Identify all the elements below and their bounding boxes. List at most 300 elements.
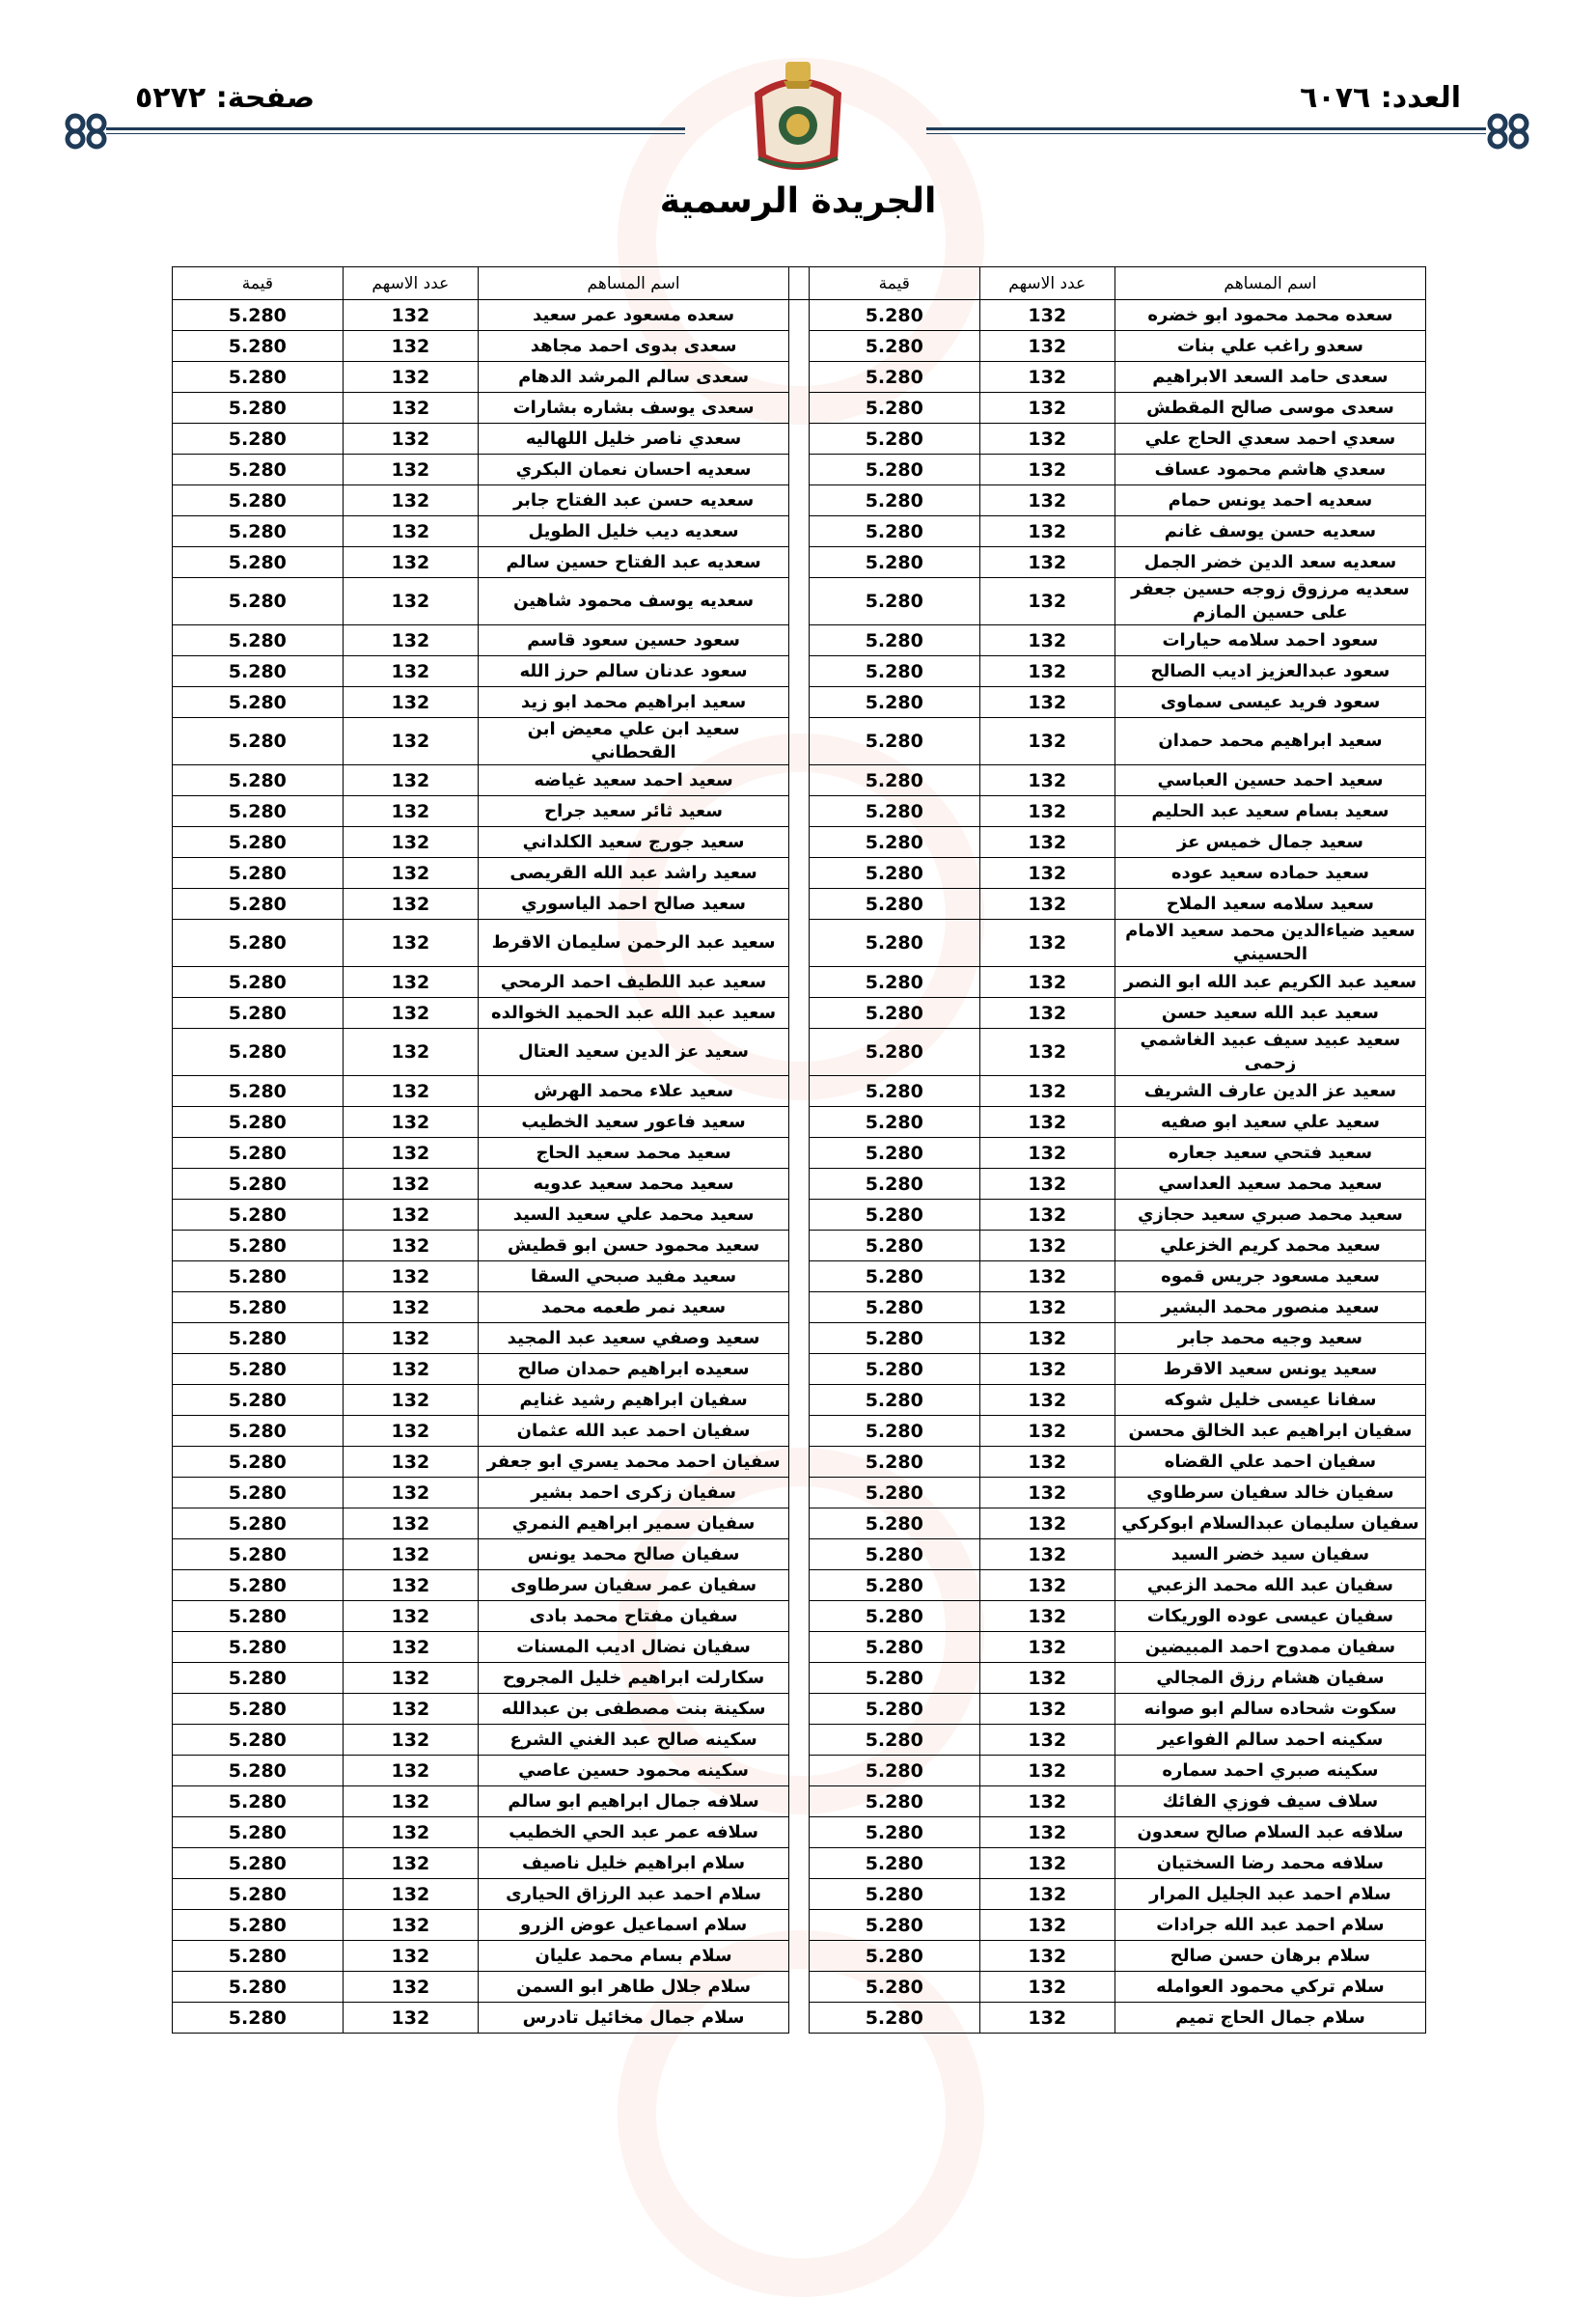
share-value-cell: 5.280 xyxy=(173,1231,344,1261)
share-value-cell: 5.280 xyxy=(173,1076,344,1107)
shareholder-name-cell: سعديه حسن يوسف غانم xyxy=(1114,516,1425,547)
shareholder-name-cell: سعيد وصفي سعيد عبد المجيد xyxy=(479,1323,789,1354)
share-value-cell: 5.280 xyxy=(809,1694,979,1725)
shareholder-name-cell: سفيان سليمان عبدالسلام ابوكركي xyxy=(1114,1508,1425,1539)
table-row xyxy=(173,1200,1426,1231)
shares-count-cell: 132 xyxy=(979,796,1114,827)
table-row xyxy=(173,718,1426,765)
column-gap xyxy=(789,1323,810,1354)
shares-count-cell: 132 xyxy=(343,1786,478,1817)
share-value-cell: 5.280 xyxy=(809,1029,979,1076)
share-value-cell: 5.280 xyxy=(173,656,344,687)
column-gap xyxy=(789,362,810,393)
table-row xyxy=(173,1508,1426,1539)
column-gap xyxy=(789,765,810,796)
shareholder-name-cell: سفيان ابراهيم عبد الخالق محسن xyxy=(1114,1416,1425,1447)
share-value-cell: 5.280 xyxy=(173,1879,344,1910)
share-value-cell: 5.280 xyxy=(809,1570,979,1601)
share-value-cell: 5.280 xyxy=(809,1910,979,1941)
shareholder-name-cell: سعدى يوسف بشاره بشارات xyxy=(479,393,789,424)
share-value-cell: 5.280 xyxy=(173,393,344,424)
shareholder-name-cell: سعيد ابن علي معيض ابن القحطاني xyxy=(479,718,789,765)
table-row xyxy=(173,424,1426,455)
column-gap xyxy=(789,1292,810,1323)
shares-count-cell: 132 xyxy=(979,1029,1114,1076)
shares-count-cell: 132 xyxy=(979,1941,1114,1972)
shares-count-cell: 132 xyxy=(979,718,1114,765)
column-gap xyxy=(789,656,810,687)
share-value-cell: 5.280 xyxy=(173,625,344,656)
column-gap xyxy=(789,1725,810,1756)
table-row xyxy=(173,1447,1426,1478)
shareholder-name-cell: سعده محمد محمود ابو خضره xyxy=(1114,300,1425,331)
shares-count-cell: 132 xyxy=(979,687,1114,718)
shares-count-cell: 132 xyxy=(343,656,478,687)
shares-count-cell: 132 xyxy=(979,485,1114,516)
share-value-cell: 5.280 xyxy=(809,796,979,827)
share-value-cell: 5.280 xyxy=(809,393,979,424)
share-value-cell: 5.280 xyxy=(173,362,344,393)
column-gap xyxy=(789,1385,810,1416)
share-value-cell: 5.280 xyxy=(809,1107,979,1138)
shareholder-name-cell: سلام برهان حسن صالح xyxy=(1114,1941,1425,1972)
shares-count-cell: 132 xyxy=(979,1879,1114,1910)
shareholder-name-cell: سعيد وجيه محمد جابر xyxy=(1114,1323,1425,1354)
share-value-cell: 5.280 xyxy=(809,1323,979,1354)
table-row xyxy=(173,547,1426,578)
share-value-cell: 5.280 xyxy=(809,485,979,516)
shares-count-cell: 132 xyxy=(979,625,1114,656)
shares-count-cell: 132 xyxy=(343,1694,478,1725)
shares-count-cell: 132 xyxy=(979,1292,1114,1323)
shareholder-name-cell: سعديه ديب خليل الطويل xyxy=(479,516,789,547)
knot-ornament-icon xyxy=(64,112,108,151)
share-value-cell: 5.280 xyxy=(809,1447,979,1478)
shares-count-cell: 132 xyxy=(979,300,1114,331)
shares-count-cell: 132 xyxy=(979,1848,1114,1879)
column-gap xyxy=(789,718,810,765)
shares-count-cell: 132 xyxy=(979,516,1114,547)
shares-count-cell: 132 xyxy=(343,578,478,625)
shareholder-name-cell: سلام جلال طاهر ابو السمن xyxy=(479,1972,789,2003)
table-row xyxy=(173,1570,1426,1601)
column-gap xyxy=(789,858,810,889)
column-gap xyxy=(789,1508,810,1539)
table-row xyxy=(173,1756,1426,1786)
share-value-cell: 5.280 xyxy=(173,1385,344,1416)
shares-count-cell: 132 xyxy=(979,1539,1114,1570)
shareholder-name-cell: سعيد محمد سعيد العداسي xyxy=(1114,1169,1425,1200)
share-value-cell: 5.280 xyxy=(809,1478,979,1508)
share-value-cell: 5.280 xyxy=(809,1508,979,1539)
shares-count-cell: 132 xyxy=(343,1817,478,1848)
shareholder-name-cell: سعيد مفيد صبحي السقا xyxy=(479,1261,789,1292)
column-gap xyxy=(789,1478,810,1508)
column-gap xyxy=(789,1447,810,1478)
shares-count-cell: 132 xyxy=(343,1138,478,1169)
shares-count-cell: 132 xyxy=(979,858,1114,889)
shareholder-name-cell: سعيد راشد عبد الله القريصى xyxy=(479,858,789,889)
shares-count-cell: 132 xyxy=(343,1910,478,1941)
share-value-cell: 5.280 xyxy=(809,1169,979,1200)
column-header-shares: عدد الاسهم xyxy=(979,267,1114,300)
shares-count-cell: 132 xyxy=(343,1076,478,1107)
shareholder-name-cell: سعيد فتحي سعيد جعاره xyxy=(1114,1138,1425,1169)
column-gap xyxy=(789,1169,810,1200)
column-gap xyxy=(789,424,810,455)
shareholder-name-cell: سلام جمال الحاج تميم xyxy=(1114,2003,1425,2034)
shareholder-name-cell: سعيد مسعود جريس قموه xyxy=(1114,1261,1425,1292)
shares-count-cell: 132 xyxy=(343,455,478,485)
column-gap xyxy=(789,1200,810,1231)
share-value-cell: 5.280 xyxy=(173,1570,344,1601)
shares-count-cell: 132 xyxy=(979,1354,1114,1385)
shares-count-cell: 132 xyxy=(343,1416,478,1447)
share-value-cell: 5.280 xyxy=(809,1972,979,2003)
share-value-cell: 5.280 xyxy=(809,625,979,656)
table-row xyxy=(173,1663,1426,1694)
share-value-cell: 5.280 xyxy=(173,1478,344,1508)
column-gap xyxy=(789,1539,810,1570)
shares-count-cell: 132 xyxy=(979,1601,1114,1632)
shareholder-name-cell: سلام جمال مخائيل تادرس xyxy=(479,2003,789,2034)
table-row xyxy=(173,516,1426,547)
shareholder-name-cell: سعيد نمر طعمه محمد xyxy=(479,1292,789,1323)
shares-count-cell: 132 xyxy=(979,1972,1114,2003)
share-value-cell: 5.280 xyxy=(809,1786,979,1817)
table-row xyxy=(173,1261,1426,1292)
share-value-cell: 5.280 xyxy=(173,1292,344,1323)
shareholder-name-cell: سعدو راغب علي بنات xyxy=(1114,331,1425,362)
column-gap xyxy=(789,889,810,920)
shares-count-cell: 132 xyxy=(979,1910,1114,1941)
shareholder-name-cell: سعيد علي سعيد ابو صفيه xyxy=(1114,1107,1425,1138)
table-row xyxy=(173,1029,1426,1076)
share-value-cell: 5.280 xyxy=(809,1725,979,1756)
shareholder-name-cell: سعده مسعود عمر سعيد xyxy=(479,300,789,331)
shareholder-name-cell: سعيده ابراهيم حمدان صالح xyxy=(479,1354,789,1385)
share-value-cell: 5.280 xyxy=(173,1910,344,1941)
share-value-cell: 5.280 xyxy=(809,1539,979,1570)
table-row xyxy=(173,1169,1426,1200)
share-value-cell: 5.280 xyxy=(809,765,979,796)
shares-count-cell: 132 xyxy=(343,998,478,1029)
share-value-cell: 5.280 xyxy=(809,547,979,578)
column-gap xyxy=(789,1756,810,1786)
column-gap xyxy=(789,455,810,485)
shares-count-cell: 132 xyxy=(343,1292,478,1323)
share-value-cell: 5.280 xyxy=(809,1632,979,1663)
share-value-cell: 5.280 xyxy=(173,1169,344,1200)
shares-count-cell: 132 xyxy=(979,1663,1114,1694)
table-row xyxy=(173,1416,1426,1447)
share-value-cell: 5.280 xyxy=(173,516,344,547)
shares-count-cell: 132 xyxy=(343,1261,478,1292)
column-gap xyxy=(789,1107,810,1138)
shares-count-cell: 132 xyxy=(343,920,478,967)
shares-count-cell: 132 xyxy=(979,1632,1114,1663)
shareholder-name-cell: سعيد جورج سعيد الكلداني xyxy=(479,827,789,858)
shareholder-name-cell: سفيان عيسى عوده الوريكات xyxy=(1114,1601,1425,1632)
shareholder-name-cell: سعدي هاشم محمود عساف xyxy=(1114,455,1425,485)
shares-count-cell: 132 xyxy=(979,1570,1114,1601)
share-value-cell: 5.280 xyxy=(173,1756,344,1786)
column-gap xyxy=(789,300,810,331)
share-value-cell: 5.280 xyxy=(173,1725,344,1756)
shareholder-name-cell: سكارلت ابراهيم خليل المجروح xyxy=(479,1663,789,1694)
shareholder-name-cell: سعديه مرزوق زوجه حسين جعفر على حسين المازم xyxy=(1114,578,1425,625)
shareholder-name-cell: سعيد صالح احمد الياسوري xyxy=(479,889,789,920)
share-value-cell: 5.280 xyxy=(173,485,344,516)
shares-count-cell: 132 xyxy=(343,1632,478,1663)
table-row xyxy=(173,1632,1426,1663)
table-row xyxy=(173,998,1426,1029)
table-row xyxy=(173,1385,1426,1416)
shares-count-cell: 132 xyxy=(343,516,478,547)
table-row xyxy=(173,393,1426,424)
shareholder-name-cell: سلام بسام محمد عليان xyxy=(479,1941,789,1972)
column-gap xyxy=(789,2003,810,2034)
column-gap xyxy=(789,516,810,547)
column-gap xyxy=(789,578,810,625)
shareholder-name-cell: سلافه عمر عبد الحي الخطيب xyxy=(479,1817,789,1848)
shares-count-cell: 132 xyxy=(979,424,1114,455)
share-value-cell: 5.280 xyxy=(809,2003,979,2034)
shares-count-cell: 132 xyxy=(979,827,1114,858)
shares-count-cell: 132 xyxy=(979,1508,1114,1539)
shares-count-cell: 132 xyxy=(979,656,1114,687)
column-gap xyxy=(789,1817,810,1848)
share-value-cell: 5.280 xyxy=(173,718,344,765)
share-value-cell: 5.280 xyxy=(173,578,344,625)
table-row xyxy=(173,1786,1426,1817)
share-value-cell: 5.280 xyxy=(173,1029,344,1076)
share-value-cell: 5.280 xyxy=(173,300,344,331)
column-header-name: اسم المساهم xyxy=(479,267,789,300)
shareholder-name-cell: سفيان احمد محمد يسري ابو جعفر xyxy=(479,1447,789,1478)
table-row xyxy=(173,1354,1426,1385)
table-row xyxy=(173,920,1426,967)
shares-count-cell: 132 xyxy=(343,889,478,920)
table-row xyxy=(173,1910,1426,1941)
shareholder-name-cell: سعيد محمد علي سعيد السيد xyxy=(479,1200,789,1231)
shares-count-cell: 132 xyxy=(343,1663,478,1694)
column-gap xyxy=(789,1416,810,1447)
shares-count-cell: 132 xyxy=(979,2003,1114,2034)
column-gap xyxy=(789,1354,810,1385)
shares-count-cell: 132 xyxy=(979,1076,1114,1107)
share-value-cell: 5.280 xyxy=(809,578,979,625)
table-row xyxy=(173,1941,1426,1972)
column-gap xyxy=(789,1231,810,1261)
page-number: صفحة: ٥٢٧٢ xyxy=(135,81,316,115)
column-gap xyxy=(789,1261,810,1292)
shares-count-cell: 132 xyxy=(343,1725,478,1756)
share-value-cell: 5.280 xyxy=(173,858,344,889)
shareholder-name-cell: سعيد ضياءالدين محمد سعيد الامام الحسيني xyxy=(1114,920,1425,967)
share-value-cell: 5.280 xyxy=(173,424,344,455)
share-value-cell: 5.280 xyxy=(173,1694,344,1725)
shareholder-name-cell: سفيان صالح محمد يونس xyxy=(479,1539,789,1570)
shares-count-cell: 132 xyxy=(979,547,1114,578)
gazette-title: الجريدة الرسمية xyxy=(659,181,937,221)
shareholder-name-cell: سعيد عبد الله عبد الحميد الخوالده xyxy=(479,998,789,1029)
share-value-cell: 5.280 xyxy=(809,1817,979,1848)
shares-count-cell: 132 xyxy=(343,718,478,765)
table-row xyxy=(173,765,1426,796)
table-row xyxy=(173,1601,1426,1632)
shares-count-cell: 132 xyxy=(979,1756,1114,1786)
share-value-cell: 5.280 xyxy=(173,1200,344,1231)
shares-count-cell: 132 xyxy=(979,1786,1114,1817)
share-value-cell: 5.280 xyxy=(809,1385,979,1416)
shares-count-cell: 132 xyxy=(343,1756,478,1786)
column-gap xyxy=(789,1910,810,1941)
table-header-row xyxy=(173,267,1426,300)
shareholder-name-cell: سلام اسماعيل عوض الزرو xyxy=(479,1910,789,1941)
table-body xyxy=(173,300,1426,2034)
column-gap xyxy=(789,1694,810,1725)
column-gap xyxy=(789,267,810,300)
shares-count-cell: 132 xyxy=(343,1029,478,1076)
shareholder-name-cell: سلاف سيف فوزي الفائك xyxy=(1114,1786,1425,1817)
share-value-cell: 5.280 xyxy=(809,827,979,858)
column-gap xyxy=(789,687,810,718)
share-value-cell: 5.280 xyxy=(173,967,344,998)
shares-count-cell: 132 xyxy=(979,1200,1114,1231)
share-value-cell: 5.280 xyxy=(809,858,979,889)
table-row xyxy=(173,331,1426,362)
shares-count-cell: 132 xyxy=(979,393,1114,424)
shares-count-cell: 132 xyxy=(979,578,1114,625)
shareholder-name-cell: سكينة بنت مصطفى بن عبدالله xyxy=(479,1694,789,1725)
shares-count-cell: 132 xyxy=(343,1941,478,1972)
shareholder-name-cell: سلام تركي محمود العوامله xyxy=(1114,1972,1425,2003)
shares-count-cell: 132 xyxy=(343,331,478,362)
shares-count-cell: 132 xyxy=(343,1570,478,1601)
table-row xyxy=(173,1972,1426,2003)
share-value-cell: 5.280 xyxy=(173,1539,344,1570)
shares-count-cell: 132 xyxy=(343,485,478,516)
shares-count-cell: 132 xyxy=(979,1231,1114,1261)
column-gap xyxy=(789,1879,810,1910)
share-value-cell: 5.280 xyxy=(173,998,344,1029)
share-value-cell: 5.280 xyxy=(173,1632,344,1663)
share-value-cell: 5.280 xyxy=(809,1663,979,1694)
table-row xyxy=(173,300,1426,331)
column-gap xyxy=(789,1663,810,1694)
shareholder-name-cell: سلافه جمال ابراهيم ابو سالم xyxy=(479,1786,789,1817)
shares-count-cell: 132 xyxy=(979,998,1114,1029)
shareholder-name-cell: سعود حسين سعود قاسم xyxy=(479,625,789,656)
column-gap xyxy=(789,1601,810,1632)
shares-count-cell: 132 xyxy=(979,1107,1114,1138)
column-header-name: اسم المساهم xyxy=(1114,267,1425,300)
share-value-cell: 5.280 xyxy=(809,1292,979,1323)
column-gap xyxy=(789,1138,810,1169)
share-value-cell: 5.280 xyxy=(809,362,979,393)
share-value-cell: 5.280 xyxy=(173,687,344,718)
shareholder-name-cell: سعيد محمد كريم الخزعلي xyxy=(1114,1231,1425,1261)
shareholder-name-cell: سعيد سلامه سعيد الملاح xyxy=(1114,889,1425,920)
shareholder-name-cell: سعدى حامد السعد الابراهيم xyxy=(1114,362,1425,393)
column-gap xyxy=(789,967,810,998)
column-gap xyxy=(789,1029,810,1076)
shares-count-cell: 132 xyxy=(343,362,478,393)
share-value-cell: 5.280 xyxy=(809,1231,979,1261)
share-value-cell: 5.280 xyxy=(809,516,979,547)
column-gap xyxy=(789,1570,810,1601)
shares-count-cell: 132 xyxy=(343,796,478,827)
table-row xyxy=(173,1107,1426,1138)
shareholder-name-cell: سفيان خالد سفيان سرطاوي xyxy=(1114,1478,1425,1508)
share-value-cell: 5.280 xyxy=(173,920,344,967)
column-gap xyxy=(789,1848,810,1879)
shareholder-name-cell: سلافه محمد رضا السختيان xyxy=(1114,1848,1425,1879)
shareholder-name-cell: سعيد فاعور سعيد الخطيب xyxy=(479,1107,789,1138)
shareholder-name-cell: سعيد عبد الكريم عبد الله ابو النصر xyxy=(1114,967,1425,998)
shareholder-name-cell: سعود عبدالعزيز اديب الصالح xyxy=(1114,656,1425,687)
shareholder-name-cell: سعيد ابراهيم محمد ابو زيد xyxy=(479,687,789,718)
shares-count-cell: 132 xyxy=(343,1972,478,2003)
shares-count-cell: 132 xyxy=(343,300,478,331)
shareholder-name-cell: سعدى بدوى احمد مجاهد xyxy=(479,331,789,362)
share-value-cell: 5.280 xyxy=(173,1416,344,1447)
table-row xyxy=(173,656,1426,687)
shares-count-cell: 132 xyxy=(343,1107,478,1138)
column-header-value: قيمة xyxy=(173,267,344,300)
share-value-cell: 5.280 xyxy=(809,656,979,687)
column-gap xyxy=(789,547,810,578)
shareholder-name-cell: سكينه صالح عبد الغني الشرع xyxy=(479,1725,789,1756)
share-value-cell: 5.280 xyxy=(809,1200,979,1231)
shareholder-name-cell: سعدى سالم المرشد الدهام xyxy=(479,362,789,393)
share-value-cell: 5.280 xyxy=(173,765,344,796)
shares-count-cell: 132 xyxy=(343,2003,478,2034)
shares-count-cell: 132 xyxy=(343,1385,478,1416)
shares-count-cell: 132 xyxy=(979,1385,1114,1416)
shares-count-cell: 132 xyxy=(979,889,1114,920)
shareholder-name-cell: سلافه عبد السلام صالح سعدون xyxy=(1114,1817,1425,1848)
shareholder-name-cell: سعدى موسى صالح المقطش xyxy=(1114,393,1425,424)
table-row xyxy=(173,578,1426,625)
shareholder-name-cell: سعيد عز الدين سعيد العتال xyxy=(479,1029,789,1076)
share-value-cell: 5.280 xyxy=(809,1138,979,1169)
shareholder-name-cell: سعيد بسام سعيد عبد الحليم xyxy=(1114,796,1425,827)
shareholder-name-cell: سعديه سعد الدين خضر الجمل xyxy=(1114,547,1425,578)
shares-count-cell: 132 xyxy=(343,1508,478,1539)
table-row xyxy=(173,625,1426,656)
shareholder-name-cell: سعيد عبد الله سعيد حسن xyxy=(1114,998,1425,1029)
table-row xyxy=(173,827,1426,858)
share-value-cell: 5.280 xyxy=(809,1354,979,1385)
share-value-cell: 5.280 xyxy=(173,1107,344,1138)
shares-count-cell: 132 xyxy=(343,1478,478,1508)
shareholder-name-cell: سعود فريد عيسى سماوى xyxy=(1114,687,1425,718)
share-value-cell: 5.280 xyxy=(173,1447,344,1478)
table-row xyxy=(173,967,1426,998)
column-gap xyxy=(789,1076,810,1107)
shares-count-cell: 132 xyxy=(343,547,478,578)
share-value-cell: 5.280 xyxy=(809,1941,979,1972)
share-value-cell: 5.280 xyxy=(173,1663,344,1694)
shares-count-cell: 132 xyxy=(979,1694,1114,1725)
table-row xyxy=(173,1539,1426,1570)
shares-count-cell: 132 xyxy=(343,1231,478,1261)
shares-count-cell: 132 xyxy=(343,1539,478,1570)
shareholder-name-cell: سعيد حماده سعيد عوده xyxy=(1114,858,1425,889)
column-gap xyxy=(789,827,810,858)
